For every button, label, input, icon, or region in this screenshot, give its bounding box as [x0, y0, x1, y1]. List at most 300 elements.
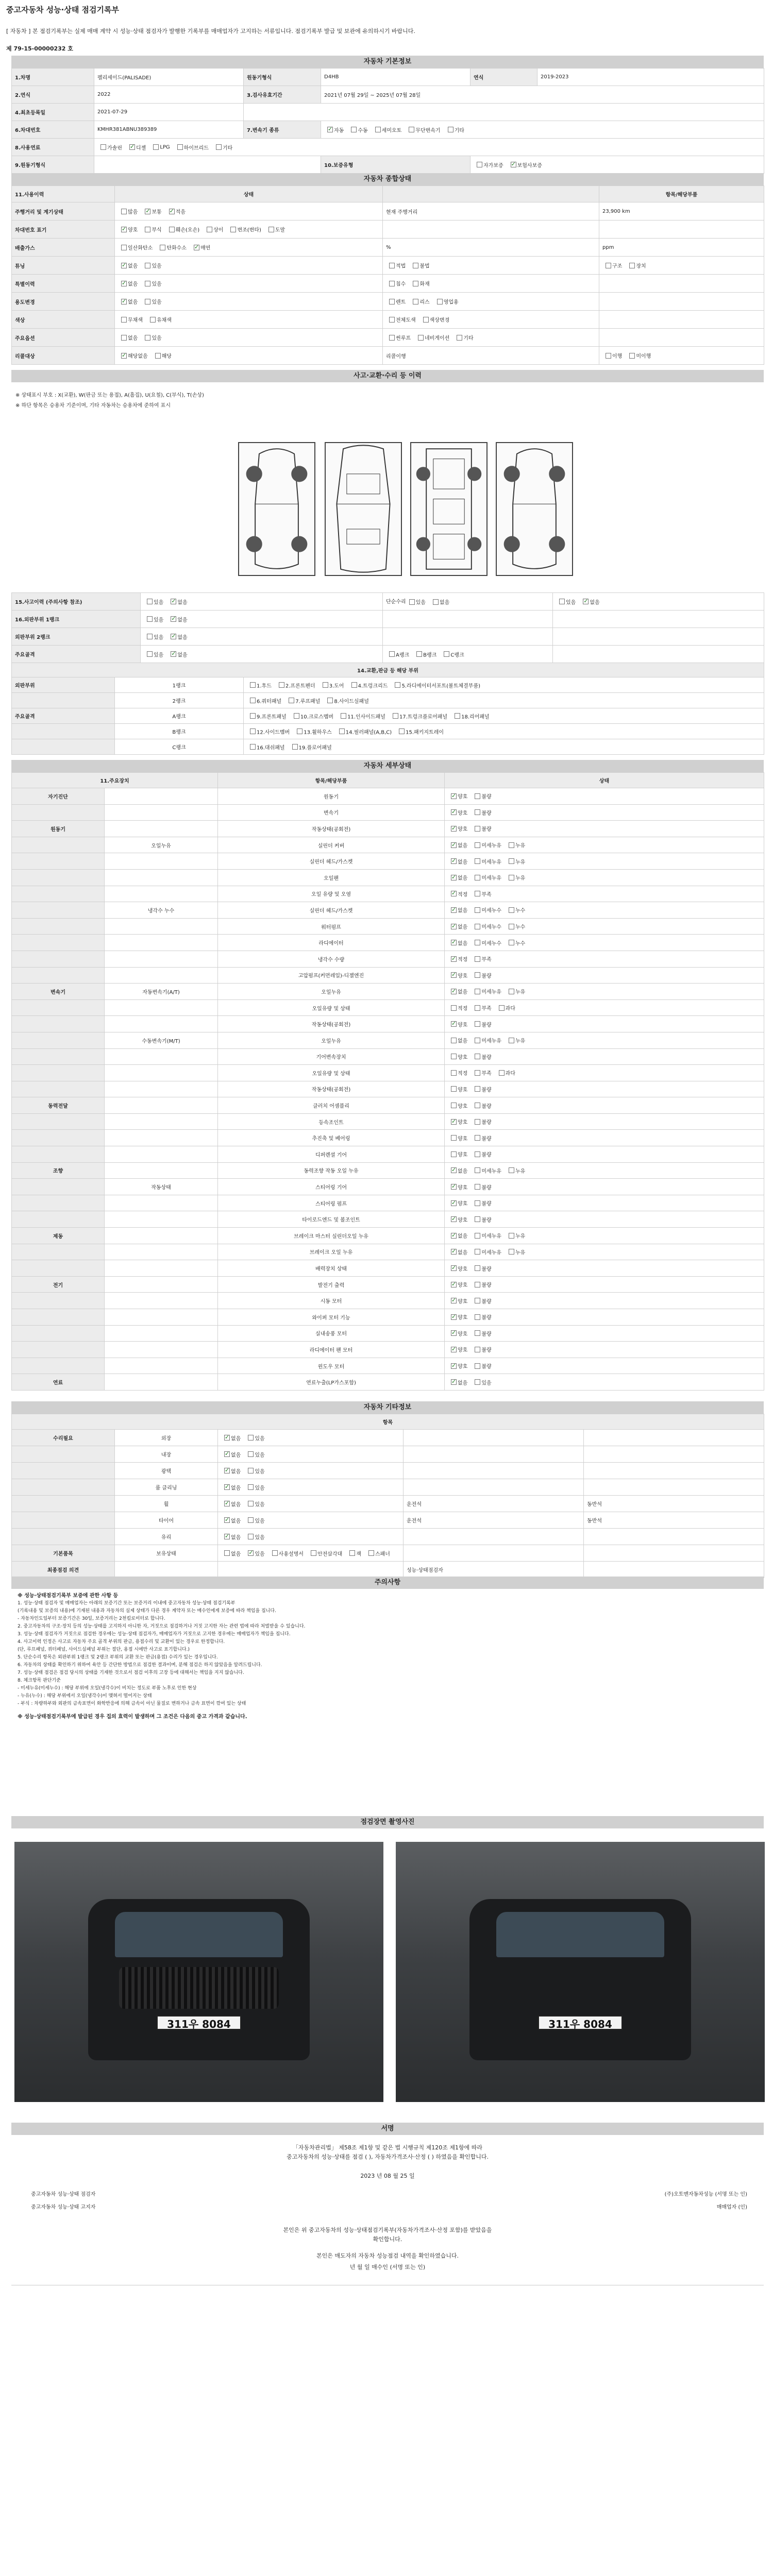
checkbox[interactable]	[207, 227, 212, 232]
checkbox-label: 7.루프패널	[295, 699, 321, 704]
checkbox[interactable]	[395, 682, 400, 688]
checkbox[interactable]	[121, 227, 127, 232]
checkbox[interactable]	[475, 1363, 480, 1369]
checkbox[interactable]	[433, 599, 439, 605]
checkbox[interactable]	[509, 924, 514, 929]
cell	[12, 724, 115, 739]
checkbox-label: 없음	[458, 843, 468, 849]
checkbox[interactable]	[475, 1216, 480, 1222]
checkbox[interactable]	[327, 127, 333, 132]
checkbox[interactable]	[248, 1534, 254, 1539]
checkbox[interactable]	[248, 1501, 254, 1506]
checkbox[interactable]	[160, 245, 165, 250]
cell: 워터펌프	[218, 918, 445, 935]
checkbox[interactable]	[171, 651, 176, 657]
checkbox[interactable]	[457, 335, 462, 341]
checkbox[interactable]	[499, 1005, 505, 1011]
cell: 외판부위	[12, 677, 115, 693]
checkbox[interactable]	[268, 227, 274, 232]
cell: 수리필요	[12, 1430, 115, 1446]
checkbox[interactable]	[475, 907, 480, 913]
checkbox[interactable]	[279, 682, 284, 688]
checkbox[interactable]	[475, 1086, 480, 1092]
checkbox[interactable]	[451, 989, 457, 994]
checkbox[interactable]	[451, 1119, 457, 1125]
checkbox[interactable]	[559, 599, 565, 604]
checkbox[interactable]	[475, 940, 480, 945]
checkbox[interactable]	[147, 651, 153, 657]
checkbox[interactable]	[250, 728, 256, 734]
checkbox[interactable]	[375, 127, 381, 132]
cell: 룸 클리닝	[115, 1479, 218, 1496]
checkbox[interactable]	[311, 1550, 316, 1556]
cell	[12, 1065, 105, 1081]
checkbox[interactable]	[475, 1330, 480, 1336]
checkbox[interactable]	[475, 1298, 480, 1303]
checkbox[interactable]	[475, 924, 480, 929]
checkbox[interactable]	[349, 1550, 355, 1556]
checkbox[interactable]	[451, 1005, 457, 1011]
section-detail-status: 자동차 세부상태	[11, 760, 764, 772]
checkbox[interactable]	[171, 599, 176, 604]
checkbox[interactable]	[451, 826, 457, 832]
checkbox-label: 없음	[458, 989, 468, 995]
checkbox[interactable]	[451, 956, 457, 962]
checkbox[interactable]	[475, 826, 480, 832]
checkbox[interactable]	[153, 144, 159, 150]
checkbox[interactable]	[297, 728, 303, 734]
checkbox-label: 렌트	[396, 299, 406, 306]
cell	[12, 1529, 115, 1545]
checkbox[interactable]	[629, 263, 635, 268]
cell: 항목/해당부품	[599, 186, 764, 202]
inspector-signature[interactable]: (주)오토맨자동차성능 (서명 또는 인)	[664, 2192, 747, 2197]
caution-line: - 부식 : 차량하부와 외판의 금속표면이 화학반응에 의해 금속이 아닌 물질로 변하거나 금속 표면이 깎여 있는 상태	[18, 1701, 246, 1706]
checkbox[interactable]	[248, 1517, 254, 1523]
checkbox[interactable]	[451, 1038, 457, 1043]
checkbox[interactable]	[121, 335, 127, 341]
checkbox[interactable]	[451, 924, 457, 929]
checkbox[interactable]	[100, 144, 106, 150]
checkbox[interactable]	[147, 599, 153, 604]
checkbox[interactable]	[475, 1314, 480, 1320]
checkbox[interactable]	[509, 1167, 514, 1173]
checkbox[interactable]	[475, 1282, 480, 1287]
checkbox-label: 19.플로어패널	[298, 745, 332, 751]
buyer-signature-line[interactable]: 년 월 일 매수인 (서명 또는 인)	[349, 2264, 426, 2270]
checkbox[interactable]	[451, 1184, 457, 1190]
checkbox[interactable]	[451, 972, 457, 978]
checkbox[interactable]	[451, 1330, 457, 1336]
checkbox-label: 부족	[481, 1006, 492, 1012]
checkbox[interactable]	[194, 245, 199, 250]
cell: 상태	[115, 186, 383, 202]
checkbox-label: 보험사보증	[517, 163, 542, 168]
checkbox-label: B랭크	[423, 652, 437, 658]
checkbox[interactable]	[475, 1347, 480, 1352]
cell: 연료누출(LP가스포함)	[218, 1374, 445, 1391]
checkbox[interactable]	[150, 317, 156, 323]
car-diagram-top	[325, 442, 402, 576]
cell	[105, 1195, 218, 1211]
checkbox[interactable]	[509, 1233, 514, 1239]
checkbox-label: 불량	[481, 1022, 492, 1028]
checkbox[interactable]	[475, 1038, 480, 1043]
checkbox[interactable]	[368, 1550, 374, 1556]
checkbox[interactable]	[121, 281, 127, 286]
checkbox[interactable]	[272, 1550, 278, 1556]
checkbox[interactable]	[145, 227, 150, 232]
checkbox-label: 부족	[481, 957, 492, 963]
checkbox[interactable]	[351, 127, 357, 132]
checkbox[interactable]	[250, 698, 256, 703]
checkbox[interactable]	[475, 1054, 480, 1059]
checkbox[interactable]	[147, 634, 153, 639]
checkbox[interactable]	[250, 713, 256, 719]
checkbox[interactable]	[606, 353, 611, 359]
cell	[12, 739, 115, 755]
checkbox[interactable]	[250, 682, 256, 688]
checkbox[interactable]	[294, 713, 299, 719]
cell: 2랭크	[115, 693, 244, 708]
checkbox[interactable]	[475, 793, 480, 799]
checkbox-label: 과다	[505, 1071, 515, 1077]
cell	[12, 1496, 115, 1512]
checkbox[interactable]	[475, 1167, 480, 1173]
checkbox-label: LPG	[160, 144, 170, 150]
checkbox[interactable]	[224, 1550, 230, 1556]
checkbox-label: 불량	[481, 810, 492, 817]
checkbox[interactable]	[451, 1167, 457, 1173]
checkbox[interactable]	[250, 744, 256, 750]
checkbox[interactable]	[475, 1249, 480, 1255]
checkbox[interactable]	[451, 1379, 457, 1385]
checkbox[interactable]	[413, 263, 418, 268]
checkbox[interactable]	[393, 713, 398, 719]
checkbox-label: 이행	[612, 353, 623, 360]
checkbox-label: 있음	[415, 600, 426, 606]
checkbox[interactable]	[177, 144, 183, 150]
checkbox[interactable]	[451, 1103, 457, 1108]
checkbox[interactable]	[451, 1298, 457, 1303]
checkbox-label: 불량	[481, 1152, 492, 1158]
cell	[12, 1244, 105, 1260]
cell: 실린더 헤드/가스켓	[218, 853, 445, 870]
cell: 디퍼렌셜 기어	[218, 1146, 445, 1163]
checkbox-label: 미이행	[636, 353, 651, 360]
checkbox[interactable]	[389, 651, 395, 657]
checkbox[interactable]	[451, 1233, 457, 1239]
checkbox-label: 적법	[396, 263, 406, 269]
document-number: 제 79-15-00000232 호	[6, 45, 73, 52]
cell	[12, 1446, 115, 1463]
checkbox[interactable]	[230, 227, 236, 232]
checkbox[interactable]	[475, 1200, 480, 1206]
checkbox[interactable]	[248, 1484, 254, 1490]
checkbox[interactable]	[145, 281, 150, 286]
cell: 배출가스	[12, 239, 115, 257]
checkbox[interactable]	[451, 809, 457, 815]
checkbox[interactable]	[437, 299, 443, 304]
checkbox-label: 17.트렁크플로어패널	[399, 714, 448, 720]
cell	[105, 1276, 218, 1293]
cell	[105, 1097, 218, 1114]
checkbox[interactable]	[389, 263, 395, 268]
checkbox[interactable]	[475, 1005, 480, 1011]
checkbox[interactable]	[511, 162, 516, 167]
cell: 내장	[115, 1446, 218, 1463]
checkbox[interactable]	[451, 1363, 457, 1369]
cell: 자동변속기(A/T)	[105, 984, 218, 1000]
cell: 연료	[12, 1374, 105, 1391]
cell: 16.외판부위 1랭크	[12, 611, 141, 628]
checkbox[interactable]	[451, 1200, 457, 1206]
checkbox[interactable]	[509, 940, 514, 945]
checkbox-label: 9.프론트패널	[257, 714, 287, 720]
cell: 3.검사유효기간	[244, 86, 321, 104]
cell	[105, 1260, 218, 1277]
checkbox-label: 양호	[458, 1347, 468, 1353]
checkbox[interactable]	[475, 1135, 480, 1141]
checkbox[interactable]	[327, 698, 333, 703]
checkbox-label: 양호	[458, 1152, 468, 1158]
checkbox[interactable]	[451, 1216, 457, 1222]
checkbox[interactable]	[475, 842, 480, 848]
inspector-label: 중고자동차 성능·상태 점검자	[31, 2192, 96, 2197]
checkbox[interactable]	[169, 227, 175, 232]
checkbox[interactable]	[423, 317, 429, 323]
checkbox[interactable]	[409, 599, 415, 605]
checkbox[interactable]	[121, 245, 127, 250]
checkbox-label: 네비게이션	[424, 335, 450, 342]
checkbox[interactable]	[339, 728, 345, 734]
checkbox[interactable]	[475, 1184, 480, 1190]
checkbox[interactable]	[451, 1249, 457, 1255]
checkbox[interactable]	[475, 891, 480, 896]
checkbox[interactable]	[145, 263, 150, 268]
cell	[12, 1048, 105, 1065]
checkbox[interactable]	[509, 875, 514, 880]
checkbox[interactable]	[389, 281, 395, 286]
checkbox[interactable]	[451, 891, 457, 896]
checkbox[interactable]	[121, 317, 127, 323]
checkbox[interactable]	[451, 1265, 457, 1271]
checkbox-label: 있음	[255, 1469, 265, 1475]
checkbox[interactable]	[509, 842, 514, 848]
checkbox-label: 미세누유	[481, 1250, 501, 1256]
checkbox-label: 불법	[419, 263, 430, 269]
checkbox[interactable]	[341, 713, 346, 719]
checkbox[interactable]	[475, 1151, 480, 1157]
cell: 클러치 어셈블리	[218, 1097, 445, 1114]
checkbox[interactable]	[509, 858, 514, 864]
checkbox[interactable]	[289, 698, 294, 703]
checkbox[interactable]	[455, 713, 460, 719]
checkbox[interactable]	[451, 907, 457, 913]
checkbox[interactable]	[475, 1021, 480, 1027]
checkbox-label: 탄화수소	[166, 245, 187, 251]
checkbox[interactable]	[509, 907, 514, 913]
checkbox[interactable]	[171, 634, 176, 639]
cell: 스티어링 기어	[218, 1179, 445, 1195]
checkbox[interactable]	[448, 127, 453, 132]
checkbox-label: 누유	[515, 843, 526, 849]
general-extra-value: ppm	[602, 244, 614, 250]
checkbox[interactable]	[451, 1347, 457, 1352]
checkbox-label: 없음	[177, 652, 188, 658]
checkbox[interactable]	[583, 599, 589, 604]
checkbox[interactable]	[451, 793, 457, 799]
checkbox-label: 불량	[481, 1087, 492, 1093]
checkbox[interactable]	[323, 682, 328, 688]
document-title: 중고자동차 성능·상태 점검기록부	[6, 5, 120, 14]
checkbox[interactable]	[224, 1451, 230, 1457]
checkbox[interactable]	[155, 353, 161, 359]
checkbox[interactable]	[399, 728, 405, 734]
checkbox[interactable]	[248, 1435, 254, 1440]
caution-line: - 자동차인도일부터 보증기간은 30일, 보증거리는 2천킬로미터로 합니다.	[18, 1616, 165, 1621]
checkbox[interactable]	[147, 616, 153, 622]
checkbox[interactable]	[477, 162, 482, 167]
checkbox[interactable]	[451, 875, 457, 880]
checkbox[interactable]	[451, 1054, 457, 1059]
checkbox[interactable]	[451, 1086, 457, 1092]
checkbox[interactable]	[248, 1468, 254, 1473]
checkbox[interactable]	[451, 1021, 457, 1027]
checkbox[interactable]	[475, 972, 480, 978]
checkbox[interactable]	[224, 1468, 230, 1473]
cell: 6.차대번호	[12, 121, 94, 139]
checkbox-label: 양호	[458, 1055, 468, 1061]
checkbox[interactable]	[451, 1135, 457, 1141]
checkbox[interactable]	[121, 263, 127, 268]
checkbox[interactable]	[629, 353, 635, 359]
checkbox[interactable]	[475, 809, 480, 815]
checkbox[interactable]	[509, 1249, 514, 1255]
checkbox[interactable]	[413, 281, 418, 286]
checkbox-label: 구조	[612, 263, 623, 269]
checkbox[interactable]	[224, 1517, 230, 1523]
checkbox[interactable]	[248, 1550, 254, 1556]
general-extra: 리콜이행	[386, 353, 406, 360]
checkbox[interactable]	[499, 1070, 505, 1076]
checkbox[interactable]	[224, 1484, 230, 1490]
checkbox[interactable]	[224, 1501, 230, 1506]
cell: 원동기	[12, 821, 105, 837]
checkbox[interactable]	[413, 299, 418, 304]
checkbox[interactable]	[475, 858, 480, 864]
checkbox[interactable]	[389, 299, 395, 304]
checkbox[interactable]	[292, 744, 298, 750]
cell: 타이로드엔드 및 볼조인트	[218, 1211, 445, 1228]
checkbox[interactable]	[509, 1038, 514, 1043]
cell	[12, 1081, 105, 1097]
checkbox-label: 18.리어패널	[461, 714, 490, 720]
checkbox-label: 양호	[458, 1299, 468, 1305]
checkbox[interactable]	[475, 1070, 480, 1076]
checkbox[interactable]	[224, 1534, 230, 1539]
checkbox-label: 있음	[152, 263, 162, 269]
cell	[12, 804, 105, 821]
caution-line: - 미세누유(미세누수) : 해당 부위에 오일(냉각수)이 비치는 정도로 부품 노후로 인한 현상	[18, 1686, 197, 1691]
checkbox-label: 없음	[231, 1452, 241, 1458]
caution-line: 4. 사고이력 인정은 사고로 자동차 주요 골격 부위의 판금, 용접수리 및 교환이 있는 경우로 한정합니다.	[18, 1639, 225, 1645]
front-license-plate: 311우 8084	[157, 2015, 241, 2030]
checkbox[interactable]	[475, 1103, 480, 1108]
checkbox[interactable]	[451, 940, 457, 945]
checkbox[interactable]	[451, 858, 457, 864]
cell: 등속조인트	[218, 1113, 445, 1130]
checkbox[interactable]	[475, 1233, 480, 1239]
checkbox[interactable]	[224, 1435, 230, 1440]
checkbox[interactable]	[451, 842, 457, 848]
cell	[12, 1016, 105, 1032]
checkbox[interactable]	[389, 317, 395, 323]
checkbox[interactable]	[451, 1282, 457, 1287]
checkbox[interactable]	[475, 989, 480, 994]
checkbox[interactable]	[121, 209, 127, 214]
cell: 2022	[94, 86, 244, 104]
cell	[12, 1211, 105, 1228]
checkbox-label: 없음	[458, 1380, 468, 1386]
other-note: 성능·상태점검자	[407, 1568, 443, 1573]
checkbox[interactable]	[444, 651, 449, 657]
checkbox-label: 디젤	[136, 145, 146, 151]
checkbox[interactable]	[248, 1451, 254, 1457]
checkbox[interactable]	[216, 144, 222, 150]
checkbox[interactable]	[409, 127, 414, 132]
checkbox[interactable]	[129, 144, 135, 150]
cell	[105, 1113, 218, 1130]
checkbox[interactable]	[418, 335, 424, 341]
checkbox[interactable]	[171, 616, 176, 622]
cell	[12, 869, 105, 886]
checkbox[interactable]	[145, 209, 150, 214]
checkbox[interactable]	[475, 956, 480, 962]
checkbox-label: 자동	[334, 128, 344, 133]
checkbox[interactable]	[451, 1070, 457, 1076]
checkbox[interactable]	[389, 335, 395, 341]
cell	[105, 788, 218, 805]
checkbox-label: 없음	[231, 1551, 241, 1557]
checkbox[interactable]	[509, 989, 514, 994]
checkbox[interactable]	[416, 651, 422, 657]
checkbox[interactable]	[169, 209, 175, 214]
checkbox[interactable]	[121, 353, 127, 359]
checkbox[interactable]	[475, 875, 480, 880]
checkbox[interactable]	[121, 299, 127, 304]
checkbox-label: 불량	[481, 826, 492, 833]
checkbox[interactable]	[606, 263, 611, 268]
other-header: 항목	[12, 1414, 764, 1430]
checkbox[interactable]	[475, 1265, 480, 1271]
cell: 보유상태	[115, 1545, 218, 1562]
checkbox-label: 부식	[152, 227, 162, 233]
cell: 튜닝	[12, 257, 115, 275]
dealer-signature[interactable]: 매매업자 (인)	[716, 2205, 747, 2210]
checkbox[interactable]	[475, 1379, 480, 1385]
checkbox-label: 부족	[481, 892, 492, 898]
checkbox[interactable]	[145, 335, 150, 341]
checkbox[interactable]	[145, 299, 150, 304]
cell	[105, 1228, 218, 1244]
checkbox[interactable]	[451, 1151, 457, 1157]
checkbox-label: 없음	[177, 617, 188, 623]
checkbox[interactable]	[351, 682, 357, 688]
general-extra: 현재 주행거리	[386, 209, 418, 215]
checkbox[interactable]	[475, 1119, 480, 1125]
checkbox[interactable]	[451, 1314, 457, 1320]
